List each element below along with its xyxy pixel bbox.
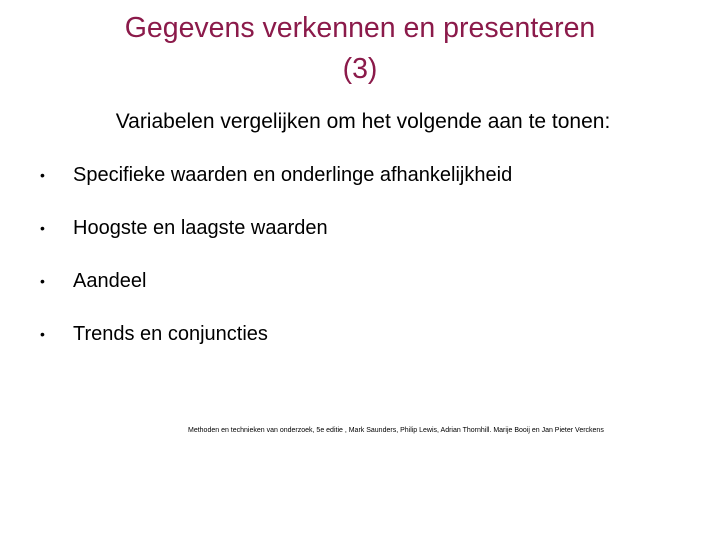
bullet-dot-icon: •: [40, 167, 45, 183]
slide-title: [40, 8, 680, 90]
bullet-text: Specifieke waarden en onderlinge afhankelijkheid: [73, 163, 513, 186]
bullet-item-specific-values: [40, 160, 512, 190]
slide-title-line-2: (3): [342, 53, 378, 85]
bullet-list: [40, 160, 512, 372]
bullet-dot-icon: •: [40, 273, 45, 289]
slide-title-line-1: Gegevens verkennen en presenteren: [124, 12, 596, 44]
bullet-item-trends: [40, 319, 512, 349]
slide-subtitle: Variabelen vergelijken om het volgende aan te tonen:: [115, 110, 611, 133]
bullet-text: Trends en conjuncties: [73, 322, 268, 345]
bullet-text: Aandeel: [73, 269, 147, 292]
source-citation: Methoden en technieken van onderzoek, 5e editie , Mark Saunders, Philip Lewis, Adrian Thornhill. Marije Booij en Jan Pieter Verckens: [188, 427, 604, 434]
bullet-dot-icon: •: [40, 326, 45, 342]
bullet-dot-icon: •: [40, 220, 45, 236]
bullet-item-highest-lowest: [40, 213, 512, 243]
bullet-item-share: [40, 266, 512, 296]
bullet-text: Hoogste en laagste waarden: [73, 216, 328, 239]
